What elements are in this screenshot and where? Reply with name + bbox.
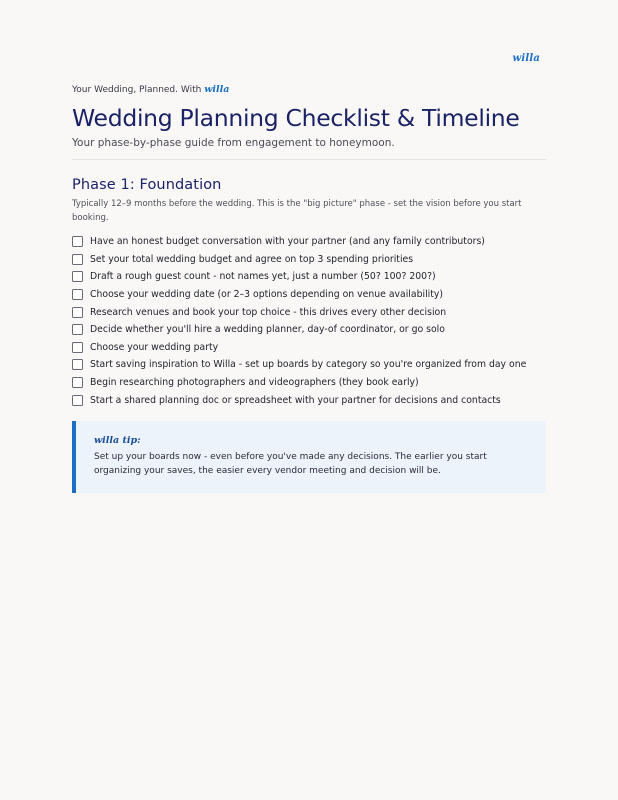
checkbox[interactable] (72, 307, 83, 318)
checklist-item (72, 286, 546, 304)
phase-title: Phase 1: Foundation (72, 177, 222, 193)
checkbox[interactable] (72, 324, 83, 335)
checklist-item-label: Have an honest budget conversation with your partner (and any family contributors) (90, 236, 485, 248)
tagline-text: Your Wedding, Planned. With (72, 85, 202, 95)
checklist-item (72, 233, 546, 251)
checklist-item (72, 268, 546, 286)
checklist-item (72, 321, 546, 339)
checklist-item-label: Begin researching photographers and videographers (they book early) (90, 377, 419, 389)
checklist-item (72, 303, 546, 321)
checklist-item-label: Choose your wedding date (or 2–3 options depending on venue availability) (90, 289, 444, 301)
checklist-item (72, 251, 546, 269)
tip-callout (72, 421, 546, 493)
checklist-item-label: Start saving inspiration to Willa - set up boards by category so you're organized from day one (90, 359, 527, 371)
checkbox[interactable] (72, 395, 83, 406)
checklist-item-label: Decide whether you'll hire a wedding planner, day-of coordinator, or go solo (90, 324, 445, 336)
tip-text: Set up your boards now - even before you've made any decisions. The earlier you start organizing your saves, the easier every vendor meeting and decision will be. (94, 451, 487, 476)
willa-logo: willa (512, 53, 540, 64)
checklist-item (72, 374, 546, 392)
checklist-item-label: Research venues and book your top choice - this drives every other decision (90, 306, 447, 318)
checkbox[interactable] (72, 289, 83, 300)
divider (72, 159, 546, 160)
checklist-item (72, 339, 546, 357)
checklist (72, 233, 546, 409)
document-content (72, 84, 546, 493)
checklist-item (72, 391, 546, 409)
checkbox[interactable] (72, 377, 83, 388)
checklist-item-label: Start a shared planning doc or spreadsheet with your partner for decisions and contacts (90, 394, 501, 406)
checklist-item-label: Choose your wedding party (90, 341, 219, 353)
checkbox[interactable] (72, 342, 83, 353)
tagline (72, 84, 546, 95)
page-subtitle: Your phase-by-phase guide from engagement to honeymoon. (72, 137, 395, 149)
checkbox[interactable] (72, 254, 83, 265)
tagline-brand: willa (204, 84, 230, 95)
checkbox[interactable] (72, 359, 83, 370)
checkbox[interactable] (72, 271, 83, 282)
phase-description: Typically 12–9 months before the wedding. This is the "big picture" phase - set the vision before you start booking. (72, 199, 522, 223)
page-title: Wedding Planning Checklist & Timeline (72, 104, 520, 132)
checklist-item (72, 356, 546, 374)
tip-title: willa tip: (94, 434, 141, 446)
checklist-item-label: Set your total wedding budget and agree on top 3 spending priorities (90, 253, 414, 265)
checklist-item-label: Draft a rough guest count - not names yet, just a number (50? 100? 200?) (90, 271, 436, 283)
checkbox[interactable] (72, 236, 83, 247)
